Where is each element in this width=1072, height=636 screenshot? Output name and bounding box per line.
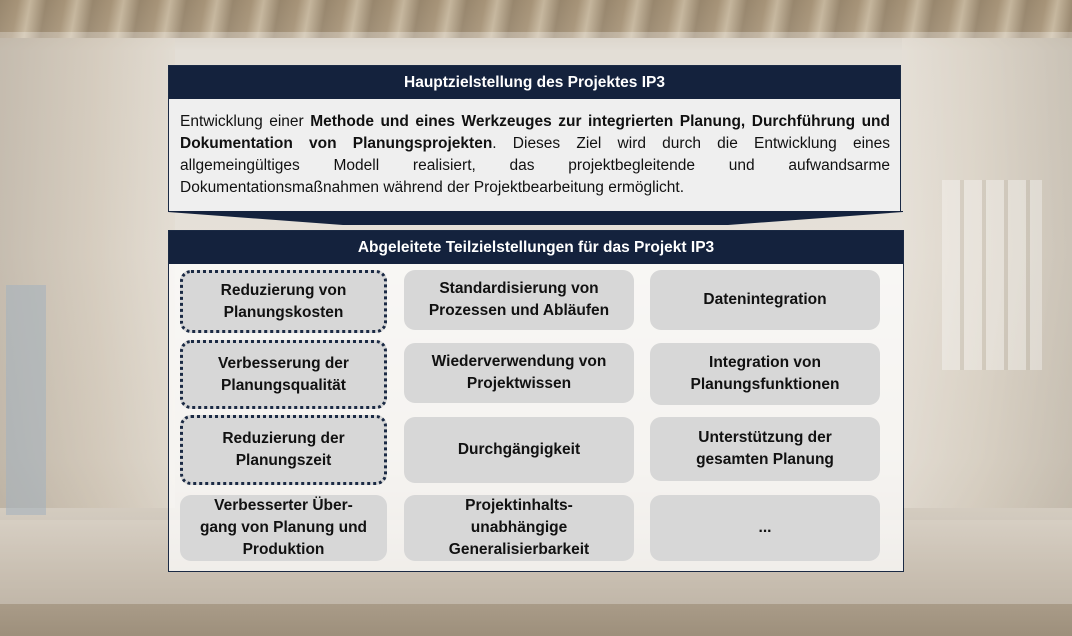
sub-goal-label: Durchgängigkeit (457, 441, 581, 458)
sub-goal-cell (404, 495, 634, 561)
sub-goal-label: Reduzierung von Planungskosten (220, 281, 347, 321)
sub-goal-cell (180, 415, 387, 485)
sub-goal-label: Datenintegration (703, 291, 827, 308)
sub-goal-cell (180, 340, 387, 409)
main-goal-box (168, 65, 901, 212)
main-goal-title: Hauptzielstellung des Projektes IP3 (169, 66, 900, 99)
main-goal-text-bold: Methode und eines Werkzeuges zur integrierten Planung, Durchführung und Dokumentation von Planungsprojekten (180, 113, 890, 152)
sub-goal-cell (404, 417, 634, 483)
funnel-connector (168, 211, 903, 231)
sub-goals-box (168, 230, 904, 572)
sub-goal-cell (180, 270, 387, 333)
sub-goal-label: Projektinhalts- unabhängige Generalisierbarkeit (448, 497, 590, 558)
sub-goal-label: Verbesserung der Planungsqualität (218, 354, 349, 394)
main-goal-text (169, 99, 900, 199)
sub-goal-cell (180, 495, 387, 561)
sub-goal-label: Reduzierung der Planungszeit (222, 430, 345, 469)
main-goal-text-part1: Entwicklung einer (180, 113, 311, 130)
sub-goal-label: Wiederverwendung von Projektwissen (431, 353, 607, 392)
sub-goal-label: ... (758, 519, 772, 536)
main-goal-text-part2: . Dieses Ziel wird durch die Entwicklung eines allgemeingültiges Modell realisiert, das projektbegleitende und aufwandsarme Dokumentationsmaßnahmen während der Projektbearbeitung ermöglicht. (180, 135, 890, 196)
sub-goal-label: Verbesserter Über- gang von Planung und Produktion (199, 497, 368, 558)
sub-goal-label: Integration von Planungsfunktionen (690, 354, 840, 393)
sub-goal-cell (404, 343, 634, 403)
sub-goal-cell (404, 270, 634, 330)
sub-goals-title: Abgeleitete Teilzielstellungen für das Projekt IP3 (169, 231, 903, 264)
sub-goal-cell (650, 495, 880, 561)
sub-goal-cell (650, 417, 880, 481)
sub-goal-cell (650, 343, 880, 405)
sub-goal-label: Unterstützung der gesamten Planung (696, 429, 834, 468)
sub-goal-cell (650, 270, 880, 330)
sub-goal-label: Standardisierung von Prozessen und Abläufen (428, 280, 610, 319)
